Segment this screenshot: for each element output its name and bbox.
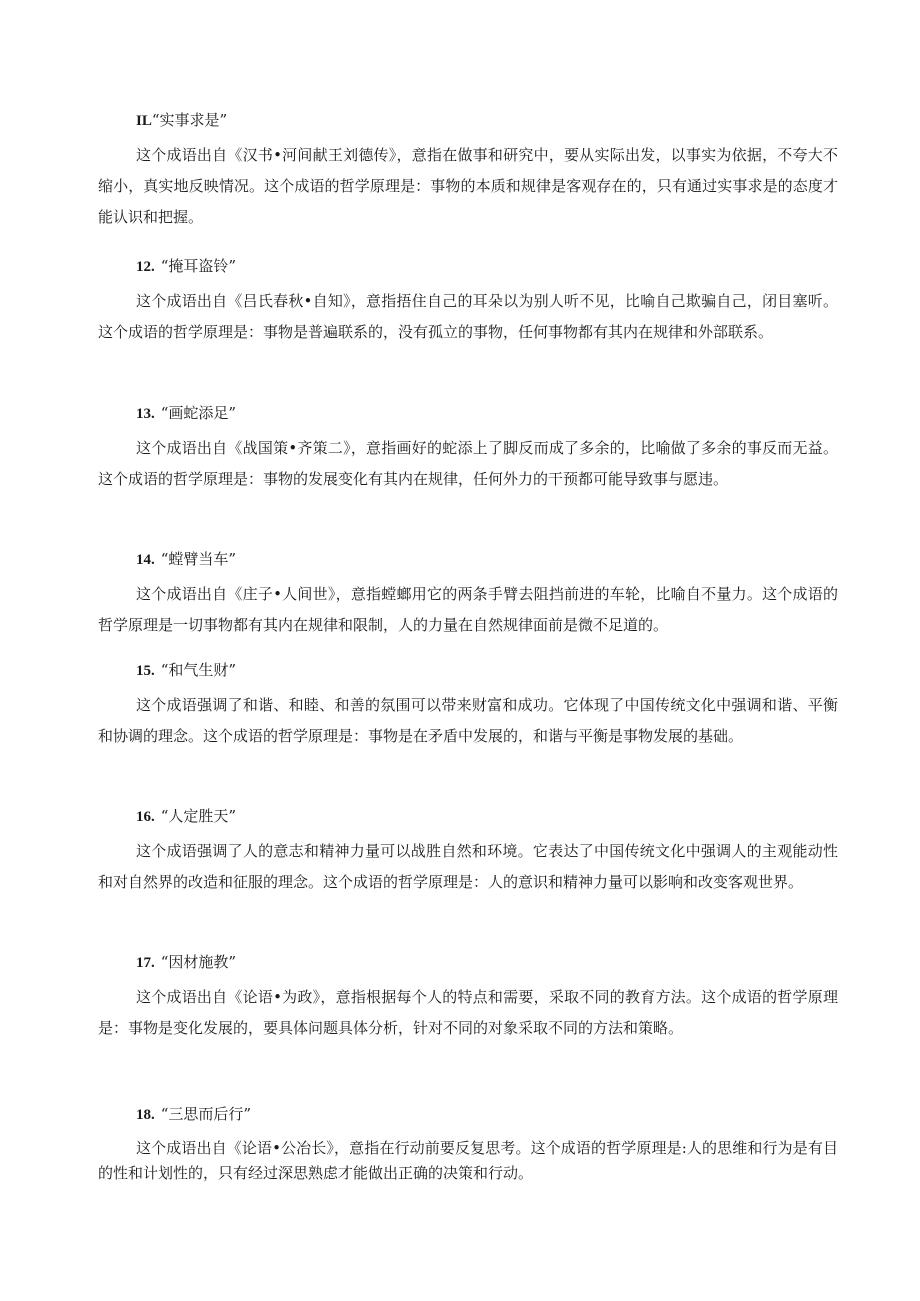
idiom-title: “和气生财”: [160, 661, 237, 679]
idiom-explanation: 这个成语出自《庄子•人间世》，意指螳螂用它的两条手臂去阻挡前进的车轮，比喻自不量力。这个成语的哲学原理是一切事物都有其内在规律和限制，人的力量在自然规律面前是微不足道的。: [98, 585, 838, 634]
idiom-number: IL: [136, 113, 152, 129]
idiom-entry-18: [98, 1104, 838, 1186]
idiom-heading: [136, 403, 838, 423]
idiom-explanation: 这个成语出自《汉书•河间献王刘德传》，意指在做事和研究中，要从实际出发，以事实为依据，不夸大不缩小，真实地反映情况。这个成语的哲学原理是：事物的本质和规律是客观存在的，只有通过实事求是的态度才能认识和把握。: [98, 146, 838, 226]
idiom-heading: [136, 806, 838, 826]
idiom-explanation: 这个成语强调了人的意志和精神力量可以战胜自然和环境。它表达了中国传统文化中强调人的主观能动性和对自然界的改造和征服的理念。这个成语的哲学原理是：人的意识和精神力量可以影响和改变客观世界。: [98, 842, 838, 891]
idiom-heading: [136, 660, 838, 680]
idiom-heading: [136, 256, 838, 276]
idiom-number: 18.: [136, 1107, 155, 1123]
idiom-explanation: 这个成语出自《论语•公冶长》，意指在行动前要反复思考。这个成语的哲学原理是:人的思维和行为是有目的性和计划性的，只有经过深思熟虑才能做出正确的决策和行动。: [98, 1139, 839, 1182]
idiom-explanation: 这个成语强调了和谐、和睦、和善的氛围可以带来财富和成功。它体现了中国传统文化中强调和谐、平衡和协调的理念。这个成语的哲学原理是：事物是在矛盾中发展的，和谐与平衡是事物发展的基础。: [98, 696, 838, 745]
idiom-explanation: 这个成语出自《吕氏春秋•自知》，意指捂住自己的耳朵以为别人听不见，比喻自己欺骗自己，闭目塞听。这个成语的哲学原理是：事物是普遍联系的，没有孤立的事物，任何事物都有其内在规律和外部联系。: [98, 292, 838, 341]
idiom-entry-11: [98, 110, 838, 233]
idiom-heading: [136, 952, 838, 972]
idiom-number: 15.: [136, 663, 155, 679]
idiom-heading: [136, 549, 838, 569]
idiom-number: 16.: [136, 809, 155, 825]
idiom-number: 12.: [136, 259, 155, 275]
idiom-explanation: 这个成语出自《战国策•齐策二》，意指画好的蛇添上了脚反而成了多余的，比喻做了多余的事反而无益。这个成语的哲学原理是：事物的发展变化有其内在规律，任何外力的干预都可能导致事与愿违。: [98, 439, 838, 488]
idiom-entry-13: [98, 403, 838, 495]
idiom-explanation: 这个成语出自《论语•为政》，意指根据每个人的特点和需要，采取不同的教育方法。这个成语的哲学原理是：事物是变化发展的，要具体问题具体分析，针对不同的对象采取不同的方法和策略。: [98, 988, 838, 1037]
idiom-entry-16: [98, 806, 838, 898]
idiom-title: “人定胜天”: [160, 807, 237, 825]
idiom-title: “三思而后行”: [160, 1105, 252, 1123]
idiom-title: “实事求是”: [151, 111, 228, 129]
idiom-entry-17: [98, 952, 838, 1044]
idiom-title: “因材施教”: [160, 953, 237, 971]
idiom-entry-15: [98, 660, 838, 752]
idiom-heading: [136, 110, 838, 130]
idiom-number: 14.: [136, 552, 155, 568]
idiom-entry-14: [98, 549, 838, 641]
idiom-number: 17.: [136, 955, 155, 971]
idiom-title: “掩耳盗铃”: [160, 257, 237, 275]
idiom-entry-12: [98, 256, 838, 348]
idiom-title: “画蛇添足”: [160, 404, 237, 422]
idiom-number: 13.: [136, 406, 155, 422]
idiom-title: “螳臂当车”: [160, 550, 237, 568]
idiom-heading: [136, 1104, 838, 1124]
